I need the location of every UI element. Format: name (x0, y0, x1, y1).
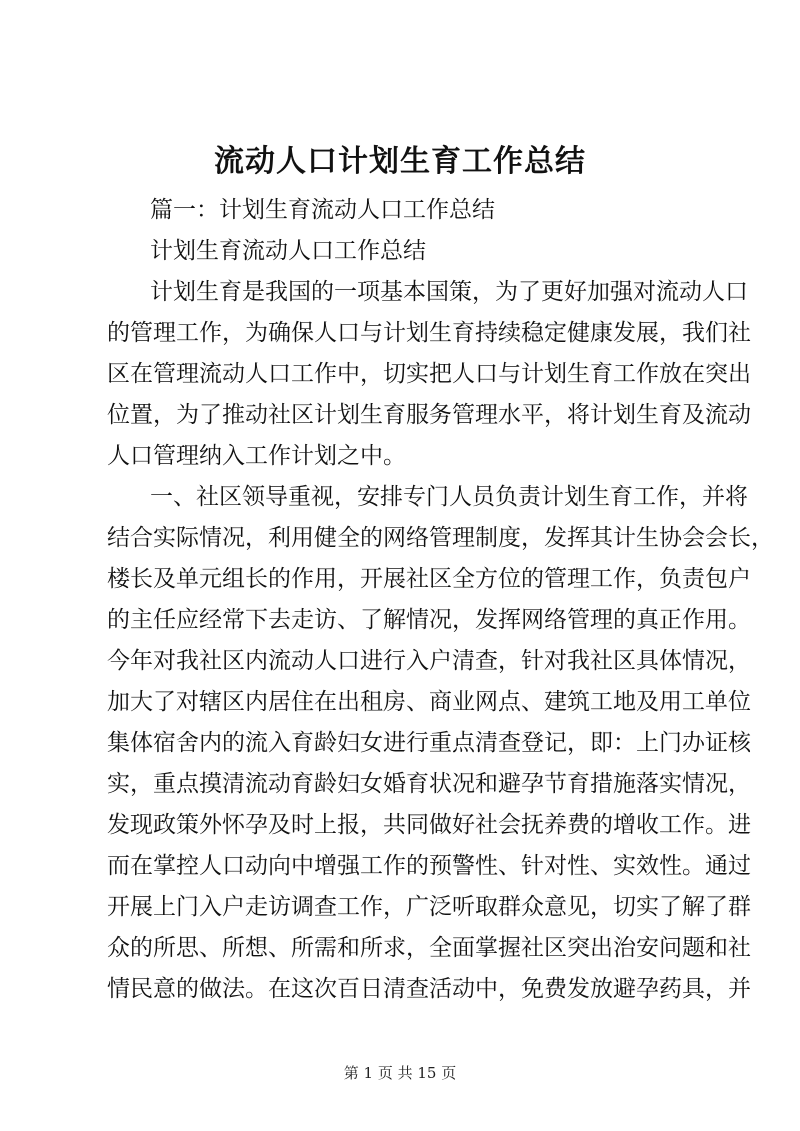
paragraph-line: 开展上门入户走访调查工作，广泛听取群众意见，切实了解了群 (107, 894, 751, 920)
subtitle-line: 篇一：计划生育流动人口工作总结 (150, 197, 495, 223)
paragraph-line: 今年对我社区内流动人口进行入户清查，针对我社区具体情况， (107, 648, 751, 674)
paragraph-line: 结合实际情况，利用健全的网络管理制度，发挥其计生协会会长， (107, 525, 774, 551)
paragraph-line: 发现政策外怀孕及时上报，共同做好社会抚养费的增收工作。进 (107, 812, 751, 838)
paragraph-line: 情民意的做法。在这次百日清查活动中，免费发放避孕药具，并 (107, 976, 751, 1002)
paragraph-line: 的主任应经常下去走访、了解情况，发挥网络管理的真正作用。 (107, 607, 751, 633)
paragraph-line: 计划生育是我国的一项基本国策，为了更好加强对流动人口 (150, 279, 748, 305)
paragraph-line: 实，重点摸清流动育龄妇女婚育状况和避孕节育措施落实情况， (107, 771, 751, 797)
paragraph-line: 加大了对辖区内居住在出租房、商业网点、建筑工地及用工单位 (107, 689, 751, 715)
document-title: 流动人口计划生育工作总结 (214, 144, 586, 179)
paragraph-line: 人口管理纳入工作计划之中。 (107, 443, 406, 469)
subheading-line: 计划生育流动人口工作总结 (150, 238, 426, 264)
paragraph-line: 而在掌控人口动向中增强工作的预警性、针对性、实效性。通过 (107, 853, 751, 879)
paragraph-line: 楼长及单元组长的作用，开展社区全方位的管理工作，负责包户 (107, 566, 751, 592)
paragraph-line: 位置，为了推动社区计划生育服务管理水平，将计划生育及流动 (107, 402, 751, 428)
paragraph-line: 一、社区领导重视，安排专门人员负责计划生育工作，并将 (150, 484, 748, 510)
paragraph-line: 集体宿舍内的流入育龄妇女进行重点清查登记，即：上门办证核 (107, 730, 751, 756)
paragraph-line: 的管理工作，为确保人口与计划生育持续稳定健康发展，我们社 (107, 320, 751, 346)
page-number-footer: 第 1 页 共 15 页 (343, 1064, 457, 1082)
paragraph-line: 众的所思、所想、所需和所求，全面掌握社区突出治安问题和社 (107, 935, 751, 961)
paragraph-line: 区在管理流动人口工作中，切实把人口与计划生育工作放在突出 (107, 361, 751, 387)
